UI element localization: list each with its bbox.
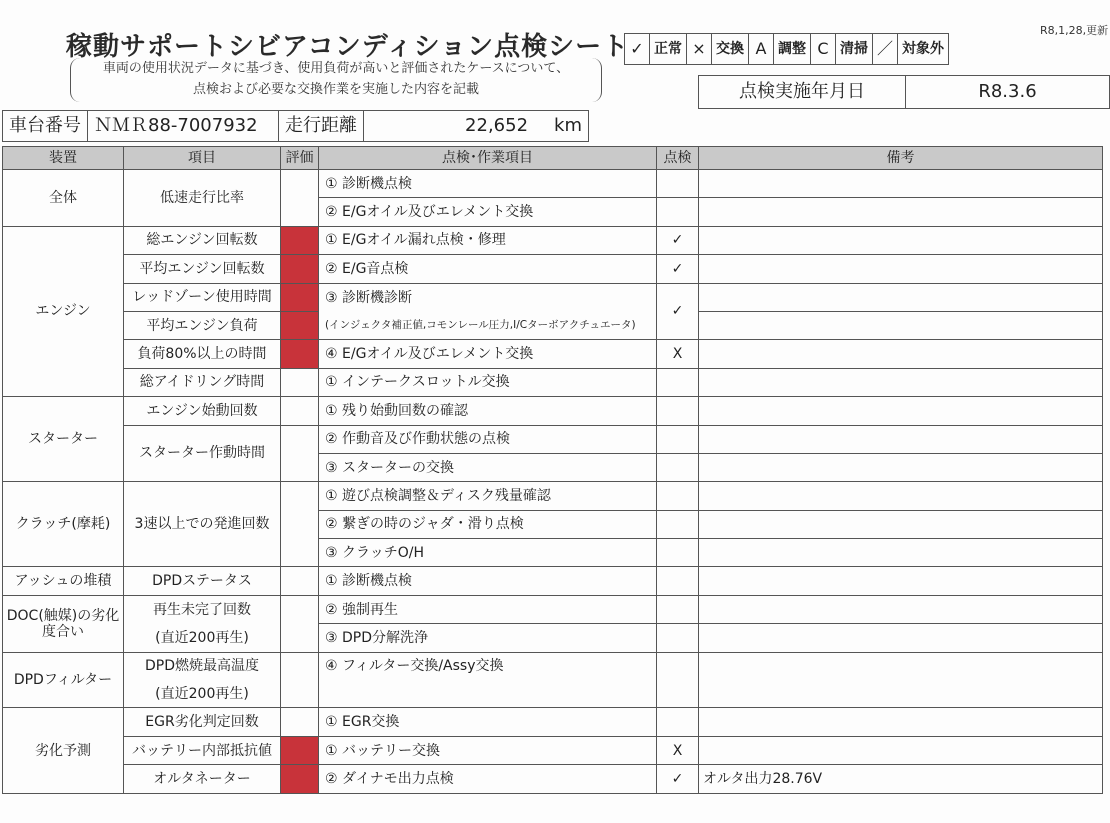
note-cell	[699, 624, 1103, 652]
cross-icon: ×	[687, 34, 712, 64]
eval-cell	[281, 652, 319, 708]
mileage-value: 22,652	[465, 115, 529, 136]
device-cell: エンジン	[3, 226, 124, 396]
device-cell: スターター	[3, 397, 124, 482]
revision-note: R8,1,28,更新	[1040, 24, 1109, 37]
task-cell: ① 遊び点検調整＆ディスク残量確認	[319, 482, 657, 510]
header-note: 備考	[699, 147, 1103, 170]
device-cell: アッシュの堆積	[3, 567, 124, 595]
table-row	[3, 255, 1103, 283]
item-cell: (直近200再生)	[124, 624, 281, 652]
vehicle-info	[2, 110, 589, 142]
item-cell: オルタネーター	[124, 765, 281, 793]
item-cell: レッドゾーン使用時間	[124, 283, 281, 311]
table-row	[3, 708, 1103, 736]
legend-label: 清掃	[836, 34, 873, 64]
table-row	[3, 170, 1103, 198]
check-mark-icon: ✓	[657, 255, 699, 283]
cross-mark-icon: X	[657, 736, 699, 764]
task-cell: ② E/Gオイル及びエレメント交換	[319, 198, 657, 226]
table-row	[3, 283, 1103, 311]
header-check: 点検	[657, 147, 699, 170]
note-cell	[699, 567, 1103, 595]
device-cell: 劣化予測	[3, 708, 124, 793]
item-cell: 総エンジン回転数	[124, 226, 281, 254]
table-row	[3, 340, 1103, 368]
device-cell: クラッチ(摩耗)	[3, 482, 124, 567]
item-cell: DPD燃焼最高温度	[124, 652, 281, 680]
check-cell	[657, 510, 699, 538]
description-box	[70, 58, 602, 102]
eval-cell	[281, 170, 319, 227]
table-row	[3, 397, 1103, 425]
device-cell: DOC(触媒)の劣化度合い	[3, 595, 124, 652]
table-row	[3, 311, 1103, 339]
header-eval: 評価	[281, 147, 319, 170]
note-cell	[699, 368, 1103, 396]
item-cell: 再生未完了回数	[124, 595, 281, 623]
task-cell: ② 作動音及び作動状態の点検	[319, 425, 657, 453]
note-cell	[699, 198, 1103, 226]
task-cell: ① E/Gオイル漏れ点検・修理	[319, 226, 657, 254]
eval-flag-cell	[281, 255, 319, 283]
eval-cell	[281, 425, 319, 482]
note-cell	[699, 595, 1103, 623]
note-cell	[699, 510, 1103, 538]
note-cell	[699, 340, 1103, 368]
page-title: 稼動サポートシビアコンディション点検シート	[66, 32, 630, 62]
task-cell: ① 診断機点検	[319, 567, 657, 595]
mileage-label: 走行距離	[279, 111, 364, 141]
note-cell	[699, 226, 1103, 254]
chassis-label: 車台番号	[3, 111, 88, 141]
table-row	[3, 765, 1103, 793]
task-cell: ② 強制再生	[319, 595, 657, 623]
task-cell: ③ スターターの交換	[319, 453, 657, 481]
legend-label: 交換	[712, 34, 749, 64]
mileage-value-cell	[364, 111, 588, 141]
eval-flag-cell	[281, 226, 319, 254]
legend-symbol-c: C	[811, 34, 836, 64]
header-task: 点検･作業項目	[319, 147, 657, 170]
legend-label: 調整	[774, 34, 811, 64]
legend-label: 正常	[650, 34, 687, 64]
cross-mark-icon: X	[657, 340, 699, 368]
check-cell	[657, 624, 699, 652]
legend-symbol-a: A	[749, 34, 774, 64]
task-cell: ② 繋ぎの時のジャダ・滑り点検	[319, 510, 657, 538]
check-cell	[657, 539, 699, 567]
check-cell	[657, 708, 699, 736]
check-cell	[657, 482, 699, 510]
note-cell	[699, 397, 1103, 425]
check-cell	[657, 652, 699, 708]
table-row	[3, 595, 1103, 623]
eval-cell	[281, 368, 319, 396]
eval-cell	[281, 567, 319, 595]
note-cell	[699, 708, 1103, 736]
mileage-unit: km	[554, 115, 582, 136]
eval-flag-cell	[281, 736, 319, 764]
check-mark-icon: ✓	[657, 283, 699, 340]
task-cell: ① インテークスロットル交換	[319, 368, 657, 396]
item-cell: 平均エンジン負荷	[124, 311, 281, 339]
item-cell: 負荷80%以上の時間	[124, 340, 281, 368]
note-cell	[699, 652, 1103, 708]
check-cell	[657, 397, 699, 425]
check-cell	[657, 170, 699, 198]
eval-cell	[281, 708, 319, 736]
item-cell: DPDステータス	[124, 567, 281, 595]
task-cell: ④ フィルター交換/Assy交換	[319, 652, 657, 680]
inspection-date-value: R8.3.6	[978, 81, 1037, 102]
task-cell: ③ DPD分解洗浄	[319, 624, 657, 652]
note-cell	[699, 255, 1103, 283]
item-cell: 3速以上での発進回数	[124, 482, 281, 567]
slash-icon: ／	[873, 34, 898, 64]
description-line: 点検および必要な交換作業を実施した内容を記載	[192, 82, 479, 97]
task-cell: ① 診断機点検	[319, 170, 657, 198]
table-row	[3, 567, 1103, 595]
header-item: 項目	[124, 147, 281, 170]
check-cell	[657, 368, 699, 396]
item-cell: 総アイドリング時間	[124, 368, 281, 396]
note-cell	[699, 539, 1103, 567]
legend-label: 対象外	[902, 41, 944, 57]
task-cell: ② ダイナモ出力点検	[319, 765, 657, 793]
chassis-number: ＮＭＲ88-7007932	[88, 111, 279, 141]
task-cell: ② E/G音点検	[319, 255, 657, 283]
table-row	[3, 736, 1103, 764]
check-cell	[657, 567, 699, 595]
table-header-row	[3, 147, 1103, 170]
task-cell: ③ 診断機診断	[319, 283, 657, 311]
item-cell: バッテリー内部抵抗値	[124, 736, 281, 764]
item-cell: 低速走行比率	[124, 170, 281, 227]
task-cell: ④ E/Gオイル及びエレメント交換	[319, 340, 657, 368]
table-row	[3, 368, 1103, 396]
task-cell: ① 残り始動回数の確認	[319, 397, 657, 425]
note-cell: オルタ出力28.76V	[699, 765, 1103, 793]
note-cell	[699, 311, 1103, 339]
header-device: 装置	[3, 147, 124, 170]
eval-flag-cell	[281, 340, 319, 368]
item-cell: EGR劣化判定回数	[124, 708, 281, 736]
table-row	[3, 624, 1103, 652]
eval-cell	[281, 595, 319, 652]
task-cell	[319, 680, 657, 708]
item-cell: 平均エンジン回転数	[124, 255, 281, 283]
legend	[624, 33, 949, 65]
note-cell	[699, 453, 1103, 481]
inspection-table	[2, 146, 1103, 794]
item-cell: (直近200再生)	[124, 680, 281, 708]
table-row	[3, 482, 1103, 510]
check-cell	[657, 595, 699, 623]
item-cell: エンジン始動回数	[124, 397, 281, 425]
eval-cell	[281, 397, 319, 425]
note-cell	[699, 482, 1103, 510]
note-cell	[699, 736, 1103, 764]
inspection-date-label: 点検実施年月日	[699, 76, 906, 108]
note-cell	[699, 170, 1103, 198]
task-detail-cell: (インジェクタ補正値,コモンレール圧力,I/Cターボアクチュエータ)	[319, 311, 657, 339]
note-cell	[699, 283, 1103, 311]
task-cell: ③ クラッチO/H	[319, 539, 657, 567]
check-mark-icon: ✓	[657, 226, 699, 254]
check-cell	[657, 425, 699, 453]
description-line: 車両の使用状況データに基づき、使用負荷が高いと評価されたケースについて、	[102, 61, 570, 76]
check-icon: ✓	[625, 34, 650, 64]
device-cell: DPDフィルター	[3, 652, 124, 708]
item-cell: スターター作動時間	[124, 425, 281, 482]
eval-flag-cell	[281, 311, 319, 339]
check-cell	[657, 198, 699, 226]
eval-cell	[281, 482, 319, 567]
table-row	[3, 652, 1103, 680]
note-cell	[699, 425, 1103, 453]
check-cell	[657, 453, 699, 481]
task-cell: ① バッテリー交換	[319, 736, 657, 764]
check-mark-icon: ✓	[657, 765, 699, 793]
task-cell: ① EGR交換	[319, 708, 657, 736]
table-row	[3, 226, 1103, 254]
eval-flag-cell	[281, 765, 319, 793]
eval-flag-cell	[281, 283, 319, 311]
inspection-date	[698, 75, 1110, 109]
table-row	[3, 425, 1103, 453]
device-cell: 全体	[3, 170, 124, 227]
